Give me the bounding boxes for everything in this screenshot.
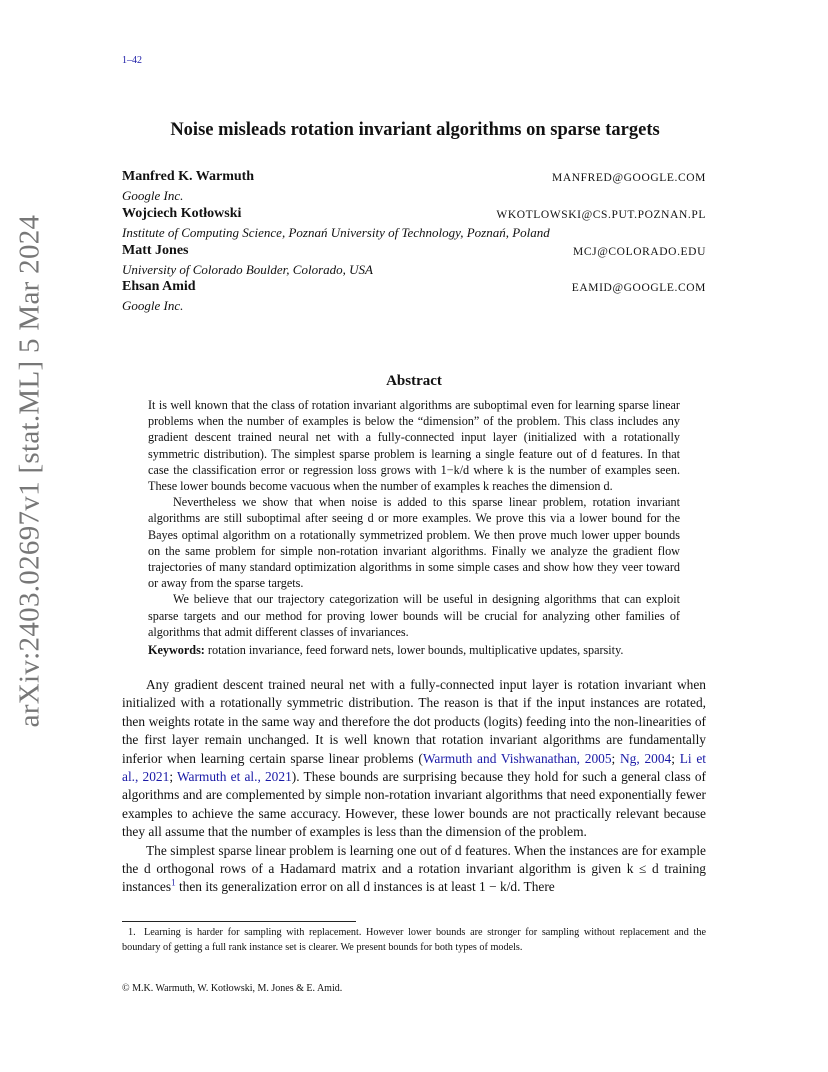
- footnote-marker-link[interactable]: 1: [171, 878, 176, 888]
- arxiv-sidebar-stamp: [10, 214, 50, 728]
- citation-separator: ;: [611, 750, 620, 766]
- citation-link-li[interactable]: Li et al., 2021: [122, 750, 706, 785]
- abstract-paragraph-2: Nevertheless we show that when noise is added to this sparse linear problem, rotation invariant algorithms are still suboptimal after seeing d or more examples. We prove this via a lower bound for the Bayes optimal algorithm on a rotationally symmetrized problem. We then prove much lower upper bounds on the same problem for simple non-rotation invariant algorithms. Finally we analyze the gradient flow trajectories of many standard optimization algorithms in some simple cases and show how they veer toward or away from the sparse targets.: [148, 495, 680, 591]
- footnote-number: 1.: [128, 927, 136, 938]
- author-affiliation-3: University of Colorado Boulder, Colorado, USA: [122, 262, 373, 277]
- author-email-3: MCJ@COLORADO.EDU: [573, 246, 706, 258]
- abstract-body: [148, 397, 680, 658]
- footnote-text: Learning is harder for sampling with replacement. However lower bounds are stronger for sampling without replacement and the boundary of getting a full rank instance set is clearer. We present bounds for both types of models.: [122, 927, 706, 953]
- body-paragraph-2: [122, 842, 706, 897]
- keywords-line: [148, 642, 680, 658]
- author-email-2: WKOTLOWSKI@CS.PUT.POZNAN.PL: [496, 209, 706, 221]
- body-text-segment: The simplest sparse linear problem is learning one out of d features. When the instances are for example the d orthogonal rows of a Hadamard matrix and a rotation invariant algorithm is given k ≤ d training instances: [122, 842, 706, 895]
- citation-separator: ;: [671, 750, 680, 766]
- paper-title: Noise misleads rotation invariant algorithms on sparse targets: [170, 120, 660, 140]
- keywords-list: rotation invariance, feed forward nets, lower bounds, multiplicative updates, sparsity.: [207, 643, 624, 658]
- page-range: 1–42: [122, 55, 142, 66]
- arxiv-identifier: arXiv:2403.02697v1 [stat.ML] 5 Mar 2024: [13, 214, 46, 728]
- author-affiliation-2: Institute of Computing Science, Poznań University of Technology, Poznań, Poland: [122, 225, 550, 240]
- author-affiliation-1: Google Inc.: [122, 188, 184, 203]
- abstract-heading: Abstract: [386, 373, 442, 389]
- citation-link-ng[interactable]: Ng, 2004: [620, 750, 672, 766]
- author-name-3: Matt Jones: [122, 243, 189, 258]
- body-paragraph-1: [122, 676, 706, 842]
- abstract-paragraph-1: It is well known that the class of rotation invariant algorithms are suboptimal even for learning sparse linear problems when the number of examples is below the “dimension” of the problem. This class includes any gradient descent trained neural net with a fully-connected input layer (initialized with a rotationally symmetric distribution). The simplest sparse problem is learning a single feature out of d features. In that case the classification error or regression loss grows with 1−k/d where k is the number of examples seen. These lower bounds become vacuous when the number of examples k reaches the dimension d.: [148, 398, 680, 494]
- author-email-4: EAMID@GOOGLE.COM: [571, 282, 706, 294]
- main-body-text: [122, 676, 706, 897]
- author-affiliation-4: Google Inc.: [122, 298, 184, 313]
- body-text-segment: Any gradient descent trained neural net with a fully-connected input layer is rotation invariant when initialized with a rotationally symmetric distribution. The reason is that if the input instances are rotated, then weights rotate in the same way and therefore the dot products (logits) feeding into the non-linearities of the first layer remain unchanged. It is well known that rotation invariant algorithms are fundamentally inferior when learning certain sparse linear problems (: [122, 677, 706, 766]
- citation-link-warmuth-vishwanathan[interactable]: Warmuth and Vishwanathan, 2005: [422, 750, 612, 766]
- copyright-line: © M.K. Warmuth, W. Kotłowski, M. Jones & E. Amid.: [122, 983, 343, 994]
- body-text-segment: ). These bounds are surprising because they hold for such a general class of algorithms and are complemented by simple non-rotation invariant algorithms that need exponentially fewer examples to achieve the same accuracy. However, these lower bounds are not practically relevant because they all assume that the number of examples is less than the dimension of the problem.: [122, 769, 707, 840]
- author-name-2: Wojciech Kotłowski: [122, 206, 242, 221]
- author-email-1: MANFRED@GOOGLE.COM: [552, 172, 706, 184]
- citation-link-warmuth-2021[interactable]: Warmuth et al., 2021: [176, 769, 292, 785]
- abstract-paragraph-3: We believe that our trajectory categorization will be useful in designing algorithms that can exploit sparse targets and our method for proving lower bounds will be crucial for analyzing other families of algorithms that admit different classes of invariances.: [148, 592, 680, 639]
- body-text-segment: then its generalization error on all d instances is at least 1 − k/d. There: [175, 879, 555, 895]
- author-name-4: Ehsan Amid: [122, 279, 196, 294]
- footnote: [122, 926, 706, 955]
- keywords-label: Keywords:: [148, 643, 205, 658]
- citation-separator: ;: [169, 769, 177, 785]
- author-name-1: Manfred K. Warmuth: [122, 169, 255, 184]
- footnote-divider: [122, 921, 356, 922]
